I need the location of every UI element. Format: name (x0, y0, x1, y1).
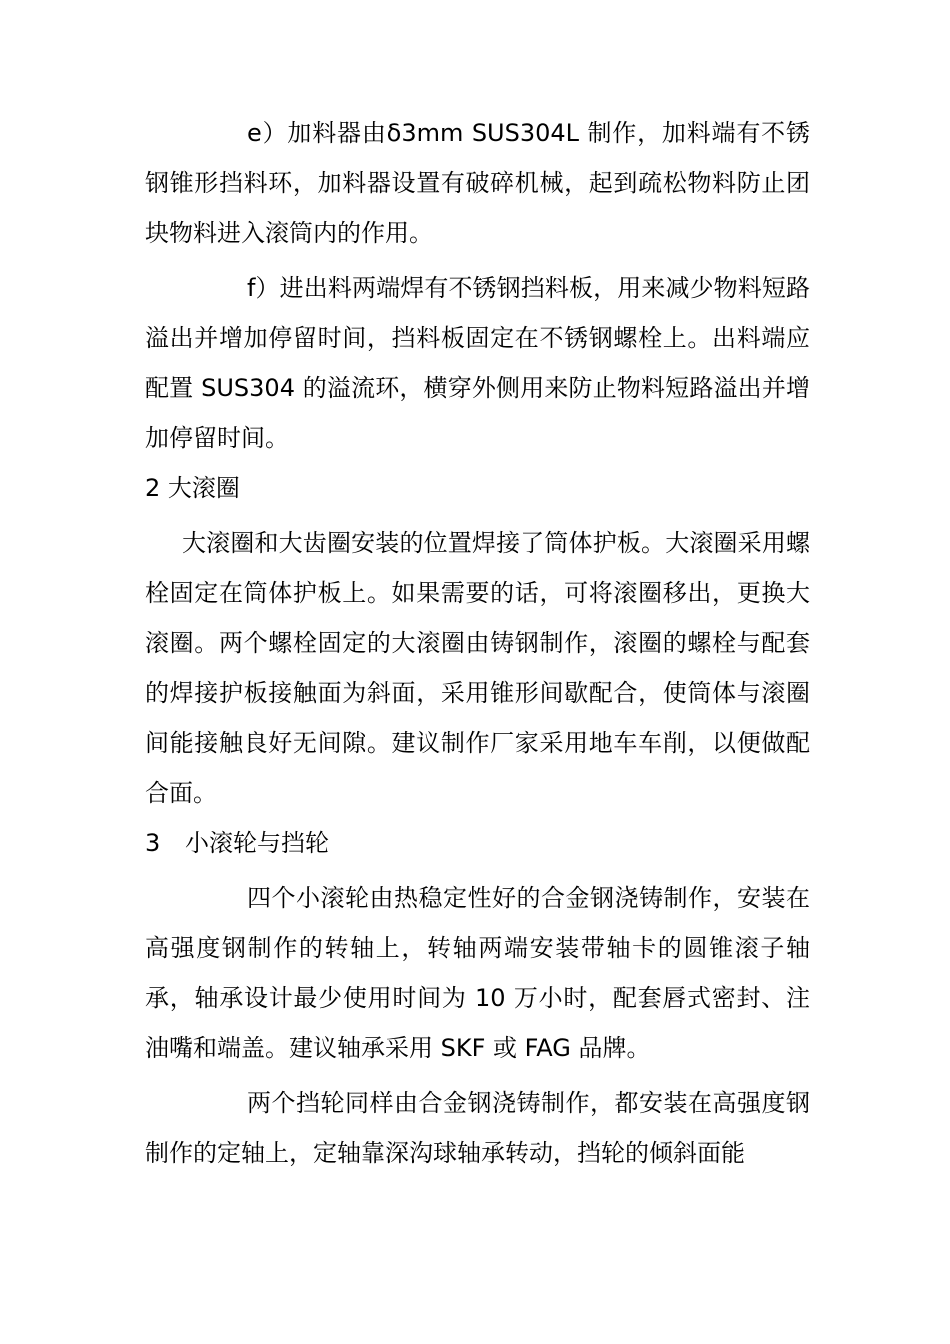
document-page (145, 108, 810, 1178)
paragraph-baffle: f）进出料两端焊有不锈钢挡料板，用来减少物料短路溢出并增加停留时间，挡料板固定在不锈钢螺栓上。出料端应配置 SUS304 的溢流环，横穿外侧用来防止物料短路溢出并增加停留时间。 (145, 274, 810, 452)
paragraph-rollers: 四个小滚轮由热稳定性好的合金钢浇铸制作，安装在高强度钢制作的转轴上，转轴两端安装带轴卡的圆锥滚子轴承，轴承设计最少使用时间为 10 万小时，配套唇式密封、注油嘴和端盖。建议轴承采用 SKF 或 FAG 品牌。 (145, 884, 810, 1062)
section-title: 小滚轮与挡轮 (185, 829, 329, 857)
paragraph-thrust-rollers: 两个挡轮同样由合金钢浇铸制作，都安装在高强度钢制作的定轴上，定轴靠深沟球轴承转动，挡轮的倾斜面能 (145, 1089, 810, 1167)
section-number: 3 (145, 829, 161, 857)
paragraph-big-tire: 大滚圈和大齿圈安装的位置焊接了筒体护板。大滚圈采用螺栓固定在筒体护板上。如果需要的话，可将滚圈移出，更换大滚圈。两个螺栓固定的大滚圈由铸钢制作，滚圈的螺栓与配套的焊接护板接触面为斜面，采用锥形间歇配合，使筒体与滚圈间能接触良好无间隙。建议制作厂家采用地车车削，以便做配合面。 (145, 529, 810, 807)
section-heading-2: 2 大滚圈 (145, 474, 240, 502)
paragraph-feeder: e）加料器由δ3mm SUS304L 制作，加料端有不锈钢锥形挡料环，加料器设置有破碎机械，起到疏松物料防止团块物料进入滚筒内的作用。 (145, 119, 810, 247)
section-heading-3 (145, 818, 810, 868)
